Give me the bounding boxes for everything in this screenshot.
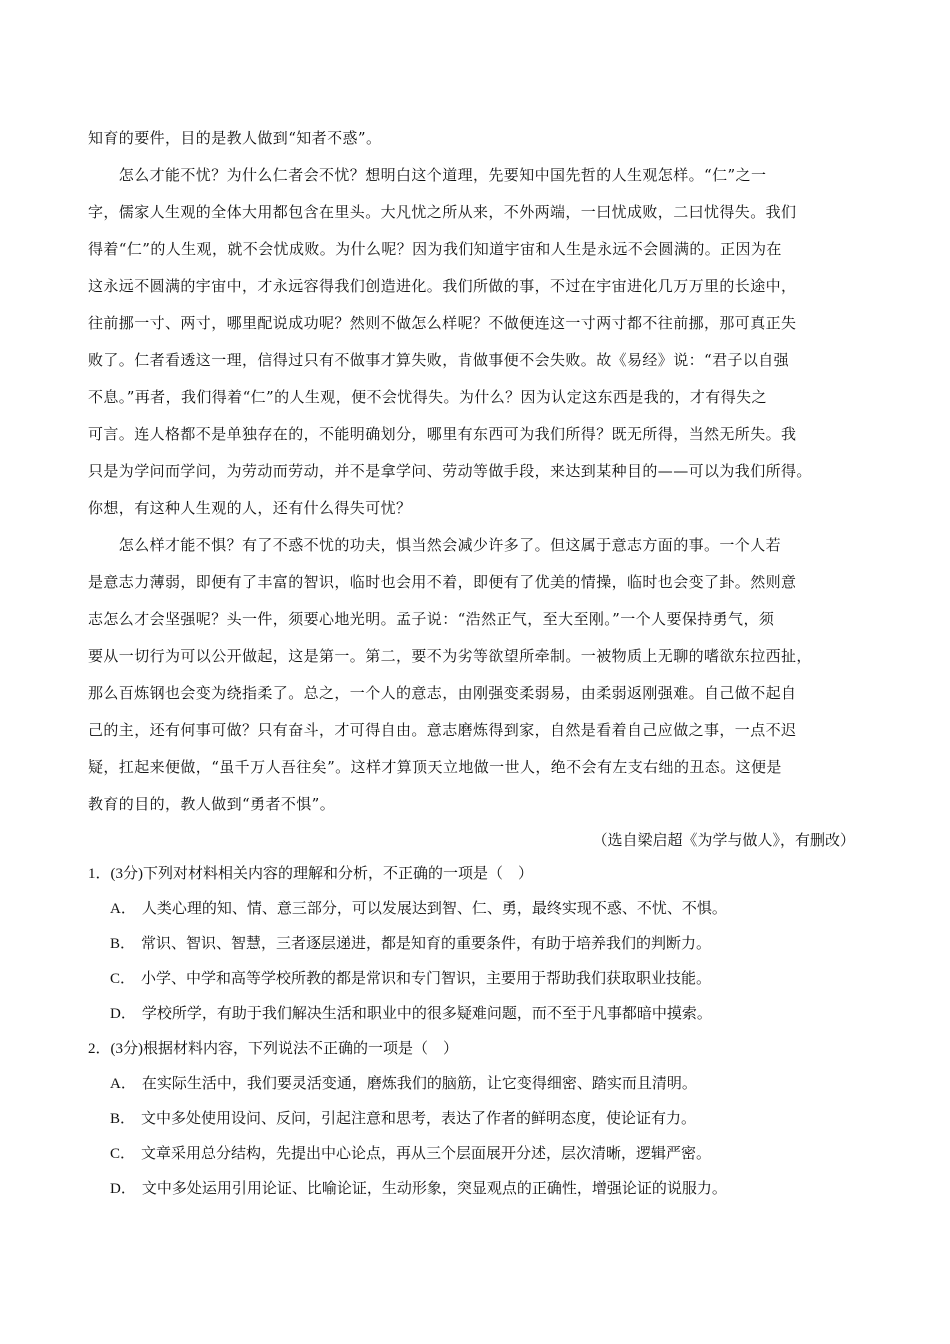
text-line: 是意志力薄弱，即便有了丰富的智识，临时也会用不着，即便有了优美的情操，临时也会变了卦。然则意 <box>88 573 797 591</box>
text-line: 己的主，还有何事可做？只有奋斗，才可得自由。意志磨炼得到家，自然是看着自己应做之事，一点不迟 <box>88 721 797 739</box>
text-line: 怎么样才能不惧？有了不惑不忧的功夫，惧当然会减少许多了。但这属于意志方面的事。一个人若 <box>88 536 782 554</box>
text-line: 可言。连人格都不是单独存在的，不能明确划分，哪里有东西可为我们所得？既无所得，当然无所失。我 <box>88 425 797 443</box>
passage-source: （选自梁启超《为学与做人》，有删改） <box>592 831 855 849</box>
text-line: 怎么才能不忧？为什么仁者会不忧？想明白这个道理，先要知中国先哲的人生观怎样。“仁”之一 <box>88 166 767 184</box>
passage-paragraph-0 <box>88 120 860 157</box>
passage-paragraph-1 <box>88 157 860 527</box>
option-d[interactable]: D． 学校所学，有助于我们解决生活和职业中的很多疑难问题，而不至于凡事都暗中摸索。 <box>110 1006 712 1022</box>
option-c[interactable]: C． 文章采用总分结构，先提出中心论点，再从三个层面展开分述，层次清晰，逻辑严密。 <box>110 1146 712 1162</box>
option-b[interactable]: B． 文中多处使用设问、反问，引起注意和思考，表达了作者的鲜明态度，使论证有力。 <box>110 1111 697 1127</box>
text-line: 要从一切行为可以公开做起，这是第一。第二，要不为劣等欲望所牵制。一被物质上无聊的嗜欲东拉西扯， <box>88 647 812 665</box>
option-a[interactable]: A． 人类心理的知、情、意三部分，可以发展达到智、仁、勇，最终实现不惑、不忧、不惧。 <box>110 901 727 917</box>
text-line: 败了。仁者看透这一理，信得过只有不做事才算失败，肯做事便不会失败。故《易经》说：“君子以自强 <box>88 351 790 369</box>
question-stem: 1．(3分)下列对材料相关内容的理解和分析，不正确的一项是（ ） <box>88 866 533 882</box>
question-2 <box>88 1032 868 1207</box>
question-1 <box>88 857 868 1032</box>
text-line: 不息。”再者，我们得着“仁”的人生观，便不会忧得失。为什么？因为认定这东西是我的，才有得失之 <box>88 388 767 406</box>
option-a[interactable]: A． 在实际生活中，我们要灵活变通，磨炼我们的脑筋，让它变得细密、踏实而且清明。 <box>110 1076 697 1092</box>
text-line: 字，儒家人生观的全体大用都包含在里头。大凡忧之所从来，不外两端，一曰忧成败，二曰忧得失。我们 <box>88 203 797 221</box>
option-d[interactable]: D． 文中多处运用引用论证、比喻论证，生动形象，突显观点的正确性，增强论证的说服力。 <box>110 1181 727 1197</box>
text-line: 得着“仁”的人生观，就不会忧成败。为什么呢？因为我们知道宇宙和人生是永远不会圆满的。正因为在 <box>88 240 782 258</box>
text-line: 你想，有这种人生观的人，还有什么得失可忧？ <box>88 499 412 517</box>
text-line: 教育的目的，教人做到“勇者不惧”。 <box>88 795 336 813</box>
text-line: 志怎么才会坚强呢？头一件，须要心地光明。孟子说：“浩然正气，至大至刚。”一个人要保持勇气，须 <box>88 610 775 628</box>
text-line: 往前挪一寸、两寸，哪里配说成功呢？然则不做怎么样呢？不做便连这一寸两寸都不往前挪，那可真正失 <box>88 314 797 332</box>
passage-paragraph-2 <box>88 527 860 823</box>
option-b[interactable]: B． 常识、智识、智慧，三者逐层递进，都是知育的重要条件，有助于培养我们的判断力。 <box>110 936 712 952</box>
text-line: 疑，扛起来便做，“虽千万人吾往矣”。这样才算顶天立地做一世人，绝不会有左支右绌的丑态。这便是 <box>88 758 782 776</box>
text-line: 那么百炼钢也会变为绕指柔了。总之，一个人的意志，由刚强变柔弱易，由柔弱返刚强难。自己做不起自 <box>88 684 797 702</box>
question-stem: 2．(3分)根据材料内容，下列说法不正确的一项是（ ） <box>88 1041 458 1057</box>
text-line: 知育的要件，目的是教人做到“知者不惑”。 <box>88 129 382 147</box>
text-line: 只是为学问而学问，为劳动而劳动，并不是拿学问、劳动等做手段，来达到某种目的——可以为我们所得。 <box>88 462 812 480</box>
text-line: 这永远不圆满的宇宙中，才永远容得我们创造进化。我们所做的事，不过在宇宙进化几万万里的长途中， <box>88 277 797 295</box>
option-c[interactable]: C． 小学、中学和高等学校所教的都是常识和专门智识，主要用于帮助我们获取职业技能。 <box>110 971 712 987</box>
